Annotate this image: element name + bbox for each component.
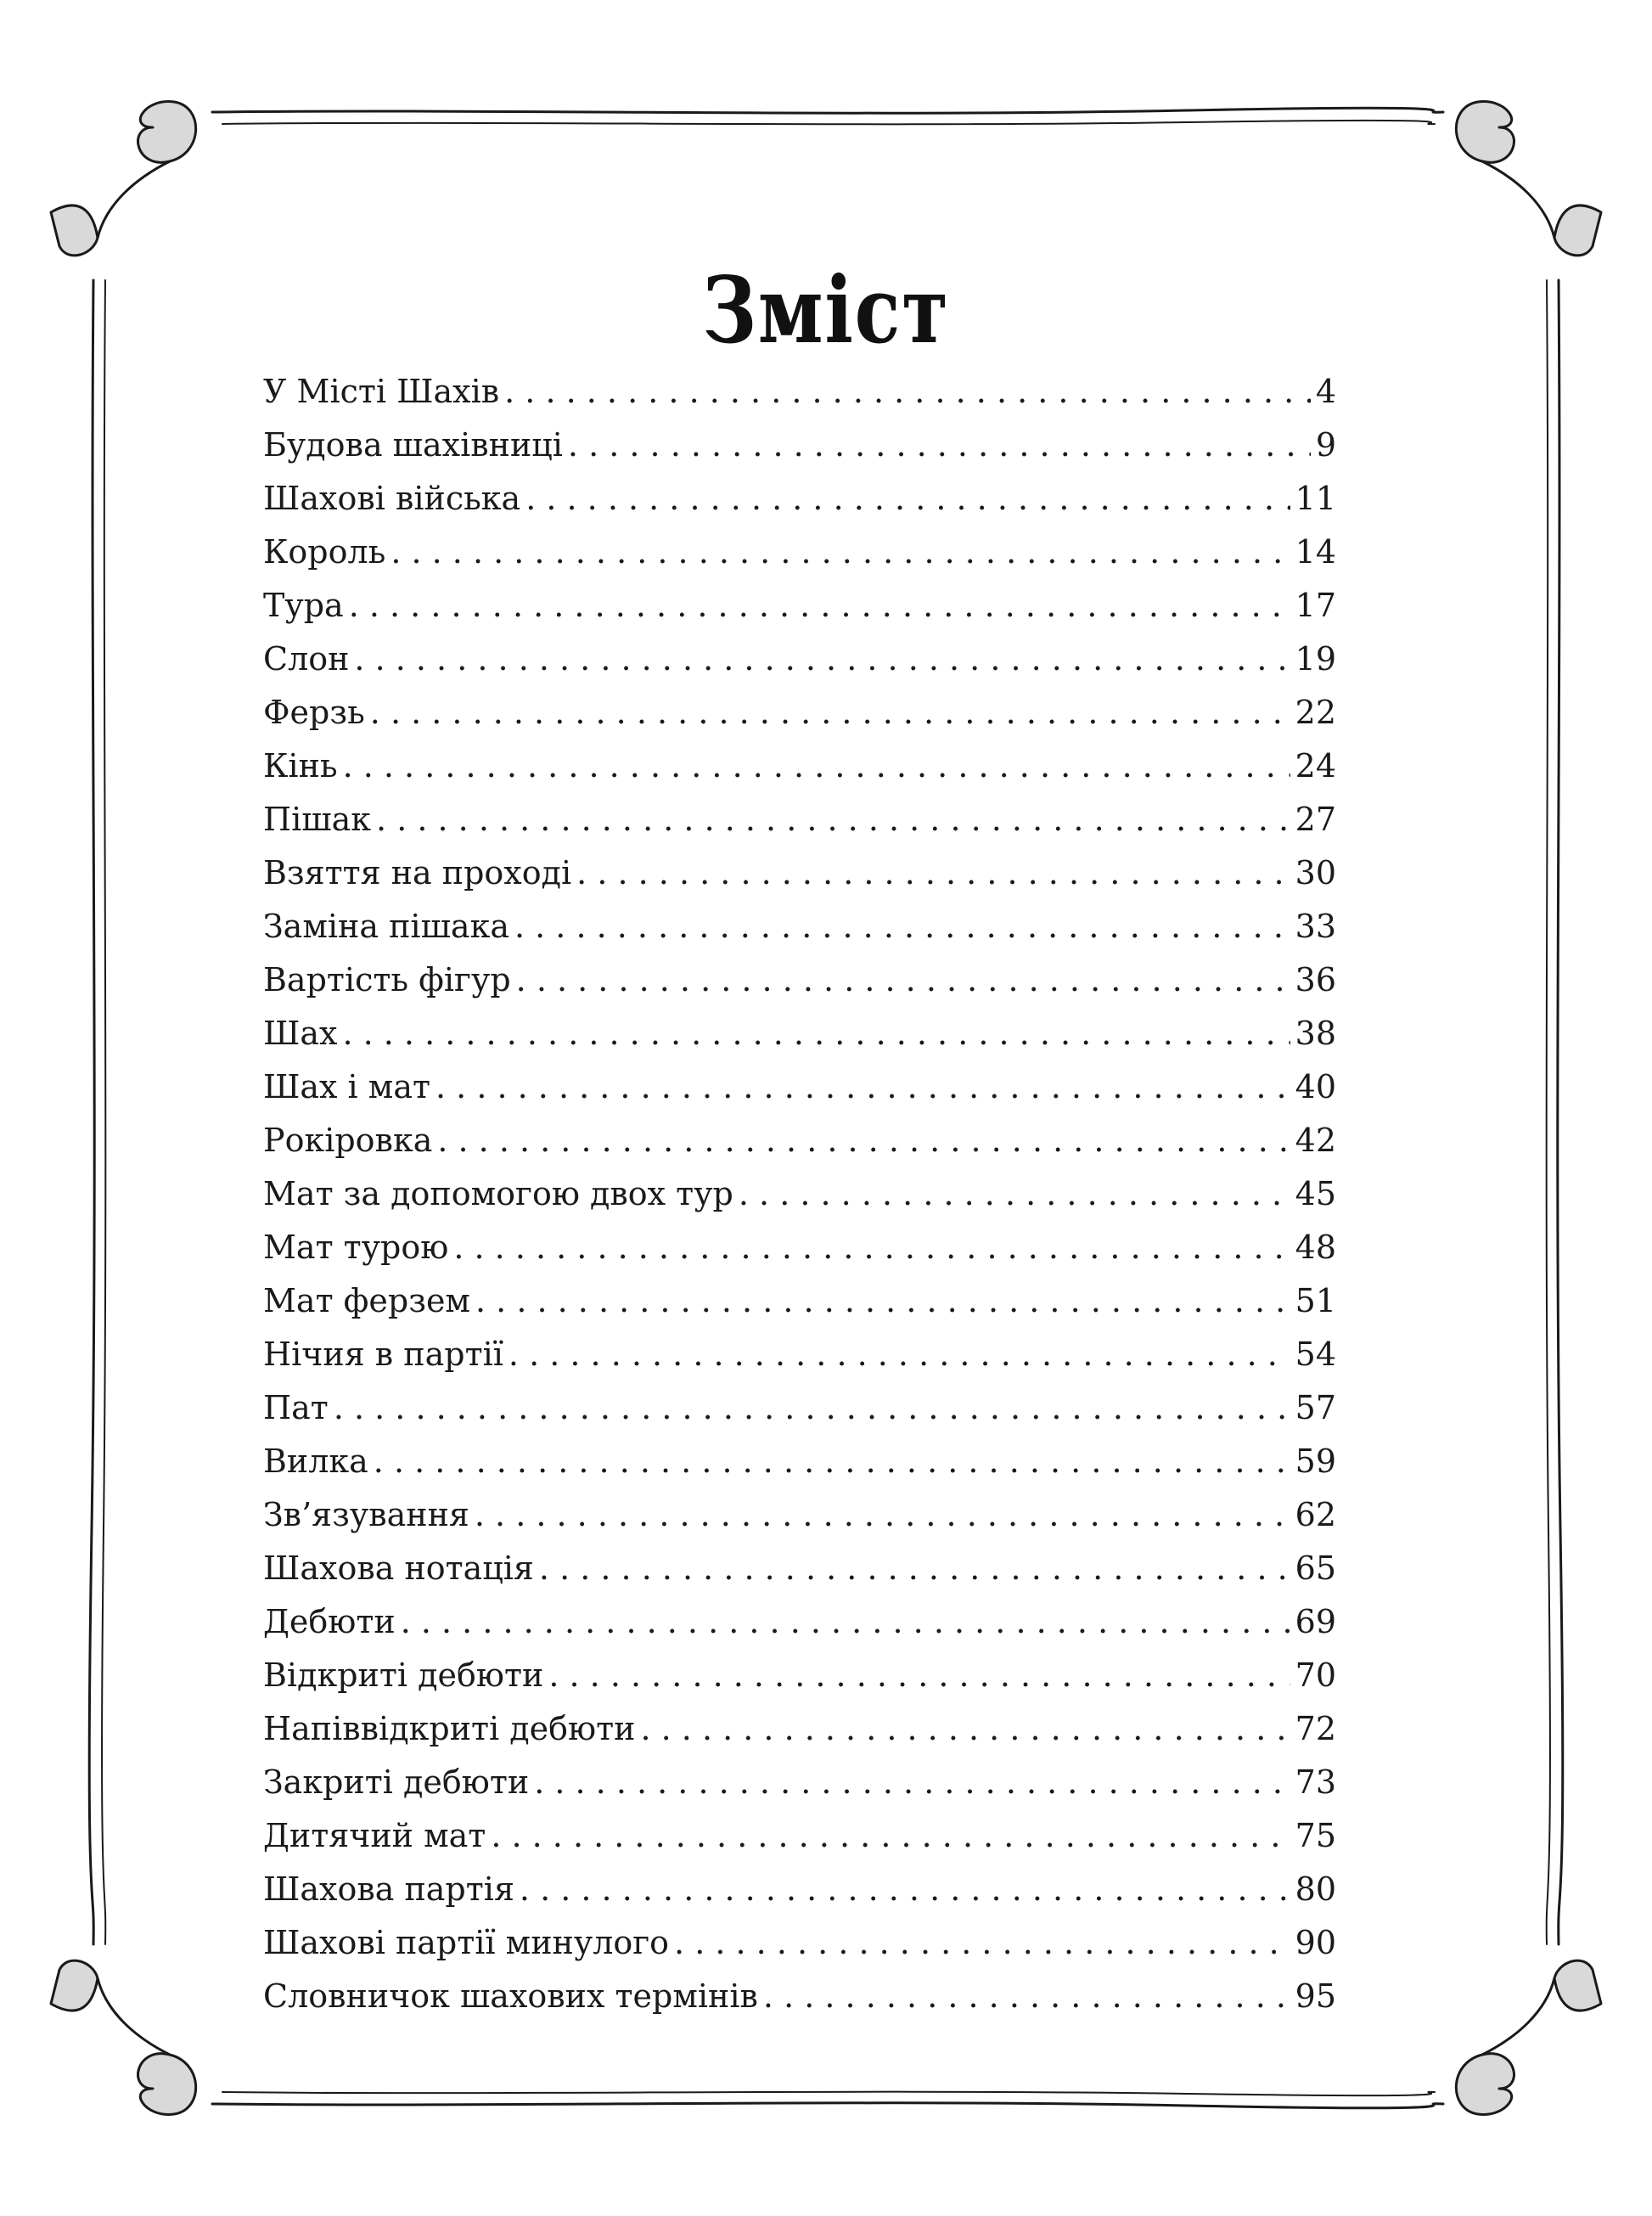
toc-entry-label: Закриті дебюти: [263, 1763, 530, 1801]
corner-curl-top-left: [51, 102, 196, 256]
toc-entry-label: Шахова нотація: [263, 1550, 534, 1587]
toc-entry: [263, 953, 1336, 1007]
toc-entry-label: Вартість фігур: [263, 961, 511, 998]
toc-entry-page-number: 22: [1295, 694, 1336, 731]
toc-entry: [263, 419, 1336, 472]
toc-entry-page-number: 90: [1295, 1924, 1336, 1961]
toc-entry: [263, 1809, 1336, 1863]
toc-entry-page-number: 73: [1295, 1763, 1336, 1801]
toc-entry-label: Нічия в партії: [263, 1336, 503, 1373]
toc-entry: [263, 1702, 1336, 1756]
toc-entry-page-number: 19: [1295, 640, 1336, 678]
toc-entry-label: Ферзь: [263, 694, 365, 731]
toc-dot-leader: [516, 953, 1290, 1007]
toc-entry: [263, 1970, 1336, 2023]
toc-entry: [263, 1756, 1336, 1809]
toc-entry-page-number: 14: [1295, 533, 1336, 571]
toc-dot-leader: [475, 1274, 1290, 1328]
toc-entry-label: Шахові партії минулого: [263, 1924, 670, 1961]
toc-entry: [263, 1007, 1336, 1060]
toc-dot-leader: [391, 526, 1290, 579]
toc-entry-label: У Місті Шахів: [263, 373, 500, 410]
toc-dot-leader: [376, 793, 1290, 846]
toc-entry-label: Дебюти: [263, 1603, 396, 1640]
toc-entry-page-number: 38: [1295, 1015, 1336, 1052]
toc-entry-page-number: 11: [1295, 480, 1336, 517]
toc-entry-page-number: 54: [1295, 1336, 1336, 1373]
frame-bottom-edge: [212, 2103, 1443, 2108]
toc-dot-leader: [343, 740, 1290, 793]
toc-entry-page-number: 40: [1295, 1068, 1336, 1105]
toc-entry-page-number: 57: [1295, 1389, 1336, 1426]
toc-dot-leader: [576, 846, 1290, 900]
toc-entry-page-number: 59: [1295, 1443, 1336, 1480]
toc-entry: [263, 740, 1336, 793]
toc-entry: [263, 846, 1336, 900]
toc-entry-label: Рокіровка: [263, 1122, 433, 1159]
toc-entry: [263, 1381, 1336, 1435]
toc-entry: [263, 900, 1336, 953]
corner-curl-top-right: [1456, 102, 1601, 256]
toc-entry-page-number: 69: [1295, 1603, 1336, 1640]
toc-dot-leader: [475, 1488, 1290, 1542]
toc-entry-label: Слон: [263, 640, 350, 678]
toc-entry-page-number: 9: [1315, 426, 1336, 464]
toc-entry: [263, 793, 1336, 846]
toc-entry-page-number: 27: [1295, 801, 1336, 838]
toc-entry-label: Будова шахівниці: [263, 426, 563, 464]
toc-dot-leader: [539, 1542, 1290, 1595]
toc-entry-page-number: 65: [1295, 1550, 1336, 1587]
toc-entry: [263, 1488, 1336, 1542]
toc-dot-leader: [739, 1167, 1290, 1221]
toc-entry-label: Тура: [263, 587, 344, 624]
toc-dot-leader: [640, 1702, 1290, 1756]
toc-entry: [263, 472, 1336, 526]
toc-entry-page-number: 36: [1295, 961, 1336, 998]
toc-entry-label: Шахові війська: [263, 480, 521, 517]
toc-entry-page-number: 42: [1295, 1122, 1336, 1159]
toc-dot-leader: [435, 1060, 1290, 1114]
toc-entry: [263, 1114, 1336, 1167]
toc-dot-leader: [509, 1328, 1290, 1381]
toc-entry-page-number: 17: [1295, 587, 1336, 624]
frame-right-edge: [1558, 280, 1563, 1944]
toc-entry-label: Пат: [263, 1389, 329, 1426]
toc-entry: [263, 633, 1336, 686]
toc-entry-page-number: 72: [1295, 1710, 1336, 1747]
toc-entry: [263, 365, 1336, 419]
toc-entry: [263, 1916, 1336, 1970]
toc-entry-label: Заміна пішака: [263, 908, 509, 945]
toc-entry-page-number: 51: [1295, 1282, 1336, 1319]
toc-entry: [263, 1595, 1336, 1649]
toc-dot-leader: [514, 900, 1290, 953]
toc-entry-page-number: 24: [1295, 747, 1336, 785]
toc-dot-leader: [674, 1916, 1290, 1970]
toc-dot-leader: [349, 579, 1290, 633]
toc-entry-page-number: 70: [1295, 1656, 1336, 1694]
toc-entry-label: Словничок шахових термінів: [263, 1977, 758, 2015]
toc-entry-label: Дитячий мат: [263, 1817, 486, 1854]
toc-dot-leader: [437, 1114, 1290, 1167]
toc-entry-label: Вилка: [263, 1443, 368, 1480]
toc-entry: [263, 1060, 1336, 1114]
corner-curl-bottom-right: [1456, 1960, 1601, 2114]
toc-entry-page-number: 48: [1295, 1229, 1336, 1266]
frame-left-edge: [89, 280, 94, 1944]
toc-dot-leader: [568, 419, 1311, 472]
toc-entry-label: Шах і мат: [263, 1068, 430, 1105]
toc-entry-page-number: 45: [1295, 1175, 1336, 1212]
toc-entry: [263, 1863, 1336, 1916]
toc-dot-leader: [354, 633, 1290, 686]
toc-dot-leader: [374, 1435, 1290, 1488]
toc-entry: [263, 526, 1336, 579]
toc-dot-leader: [504, 365, 1311, 419]
toc-entry-label: Шах: [263, 1015, 338, 1052]
frame-top-edge: [212, 108, 1443, 113]
table-of-contents: [263, 365, 1336, 2023]
page-title: Зміст: [702, 257, 950, 365]
toc-dot-leader: [491, 1809, 1290, 1863]
toc-dot-leader: [520, 1863, 1290, 1916]
toc-entry-page-number: 33: [1295, 908, 1336, 945]
toc-dot-leader: [525, 472, 1290, 526]
toc-dot-leader: [401, 1595, 1290, 1649]
corner-curl-bottom-left: [51, 1960, 196, 2114]
toc-entry: [263, 1274, 1336, 1328]
toc-dot-leader: [370, 686, 1290, 740]
toc-entry-label: Мат за допомогою двох тур: [263, 1175, 733, 1212]
toc-dot-leader: [763, 1970, 1290, 2023]
toc-dot-leader: [334, 1381, 1290, 1435]
toc-dot-leader: [548, 1649, 1290, 1702]
toc-entry-label: Мат турою: [263, 1229, 449, 1266]
toc-entry: [263, 1435, 1336, 1488]
toc-entry: [263, 1167, 1336, 1221]
toc-entry: [263, 686, 1336, 740]
toc-entry-label: Кінь: [263, 747, 338, 785]
toc-dot-leader: [534, 1756, 1290, 1809]
toc-entry-page-number: 62: [1295, 1496, 1336, 1533]
toc-entry: [263, 1649, 1336, 1702]
toc-entry-page-number: 95: [1295, 1977, 1336, 2015]
toc-entry-label: Напіввідкриті дебюти: [263, 1710, 636, 1747]
toc-entry-label: Мат ферзем: [263, 1282, 470, 1319]
toc-entry-label: Пішак: [263, 801, 372, 838]
toc-entry: [263, 1542, 1336, 1595]
toc-entry: [263, 579, 1336, 633]
toc-entry-page-number: 75: [1295, 1817, 1336, 1854]
toc-dot-leader: [453, 1221, 1290, 1274]
toc-entry: [263, 1328, 1336, 1381]
toc-entry-label: Зв’язування: [263, 1496, 469, 1533]
toc-entry: [263, 1221, 1336, 1274]
toc-entry-label: Відкриті дебюти: [263, 1656, 544, 1694]
toc-entry-label: Шахова партія: [263, 1870, 514, 1908]
toc-dot-leader: [342, 1007, 1290, 1060]
toc-entry-page-number: 80: [1295, 1870, 1336, 1908]
toc-entry-page-number: 30: [1295, 854, 1336, 891]
toc-entry-label: Король: [263, 533, 386, 571]
toc-entry-page-number: 4: [1315, 373, 1336, 410]
toc-entry-label: Взяття на проході: [263, 854, 572, 891]
